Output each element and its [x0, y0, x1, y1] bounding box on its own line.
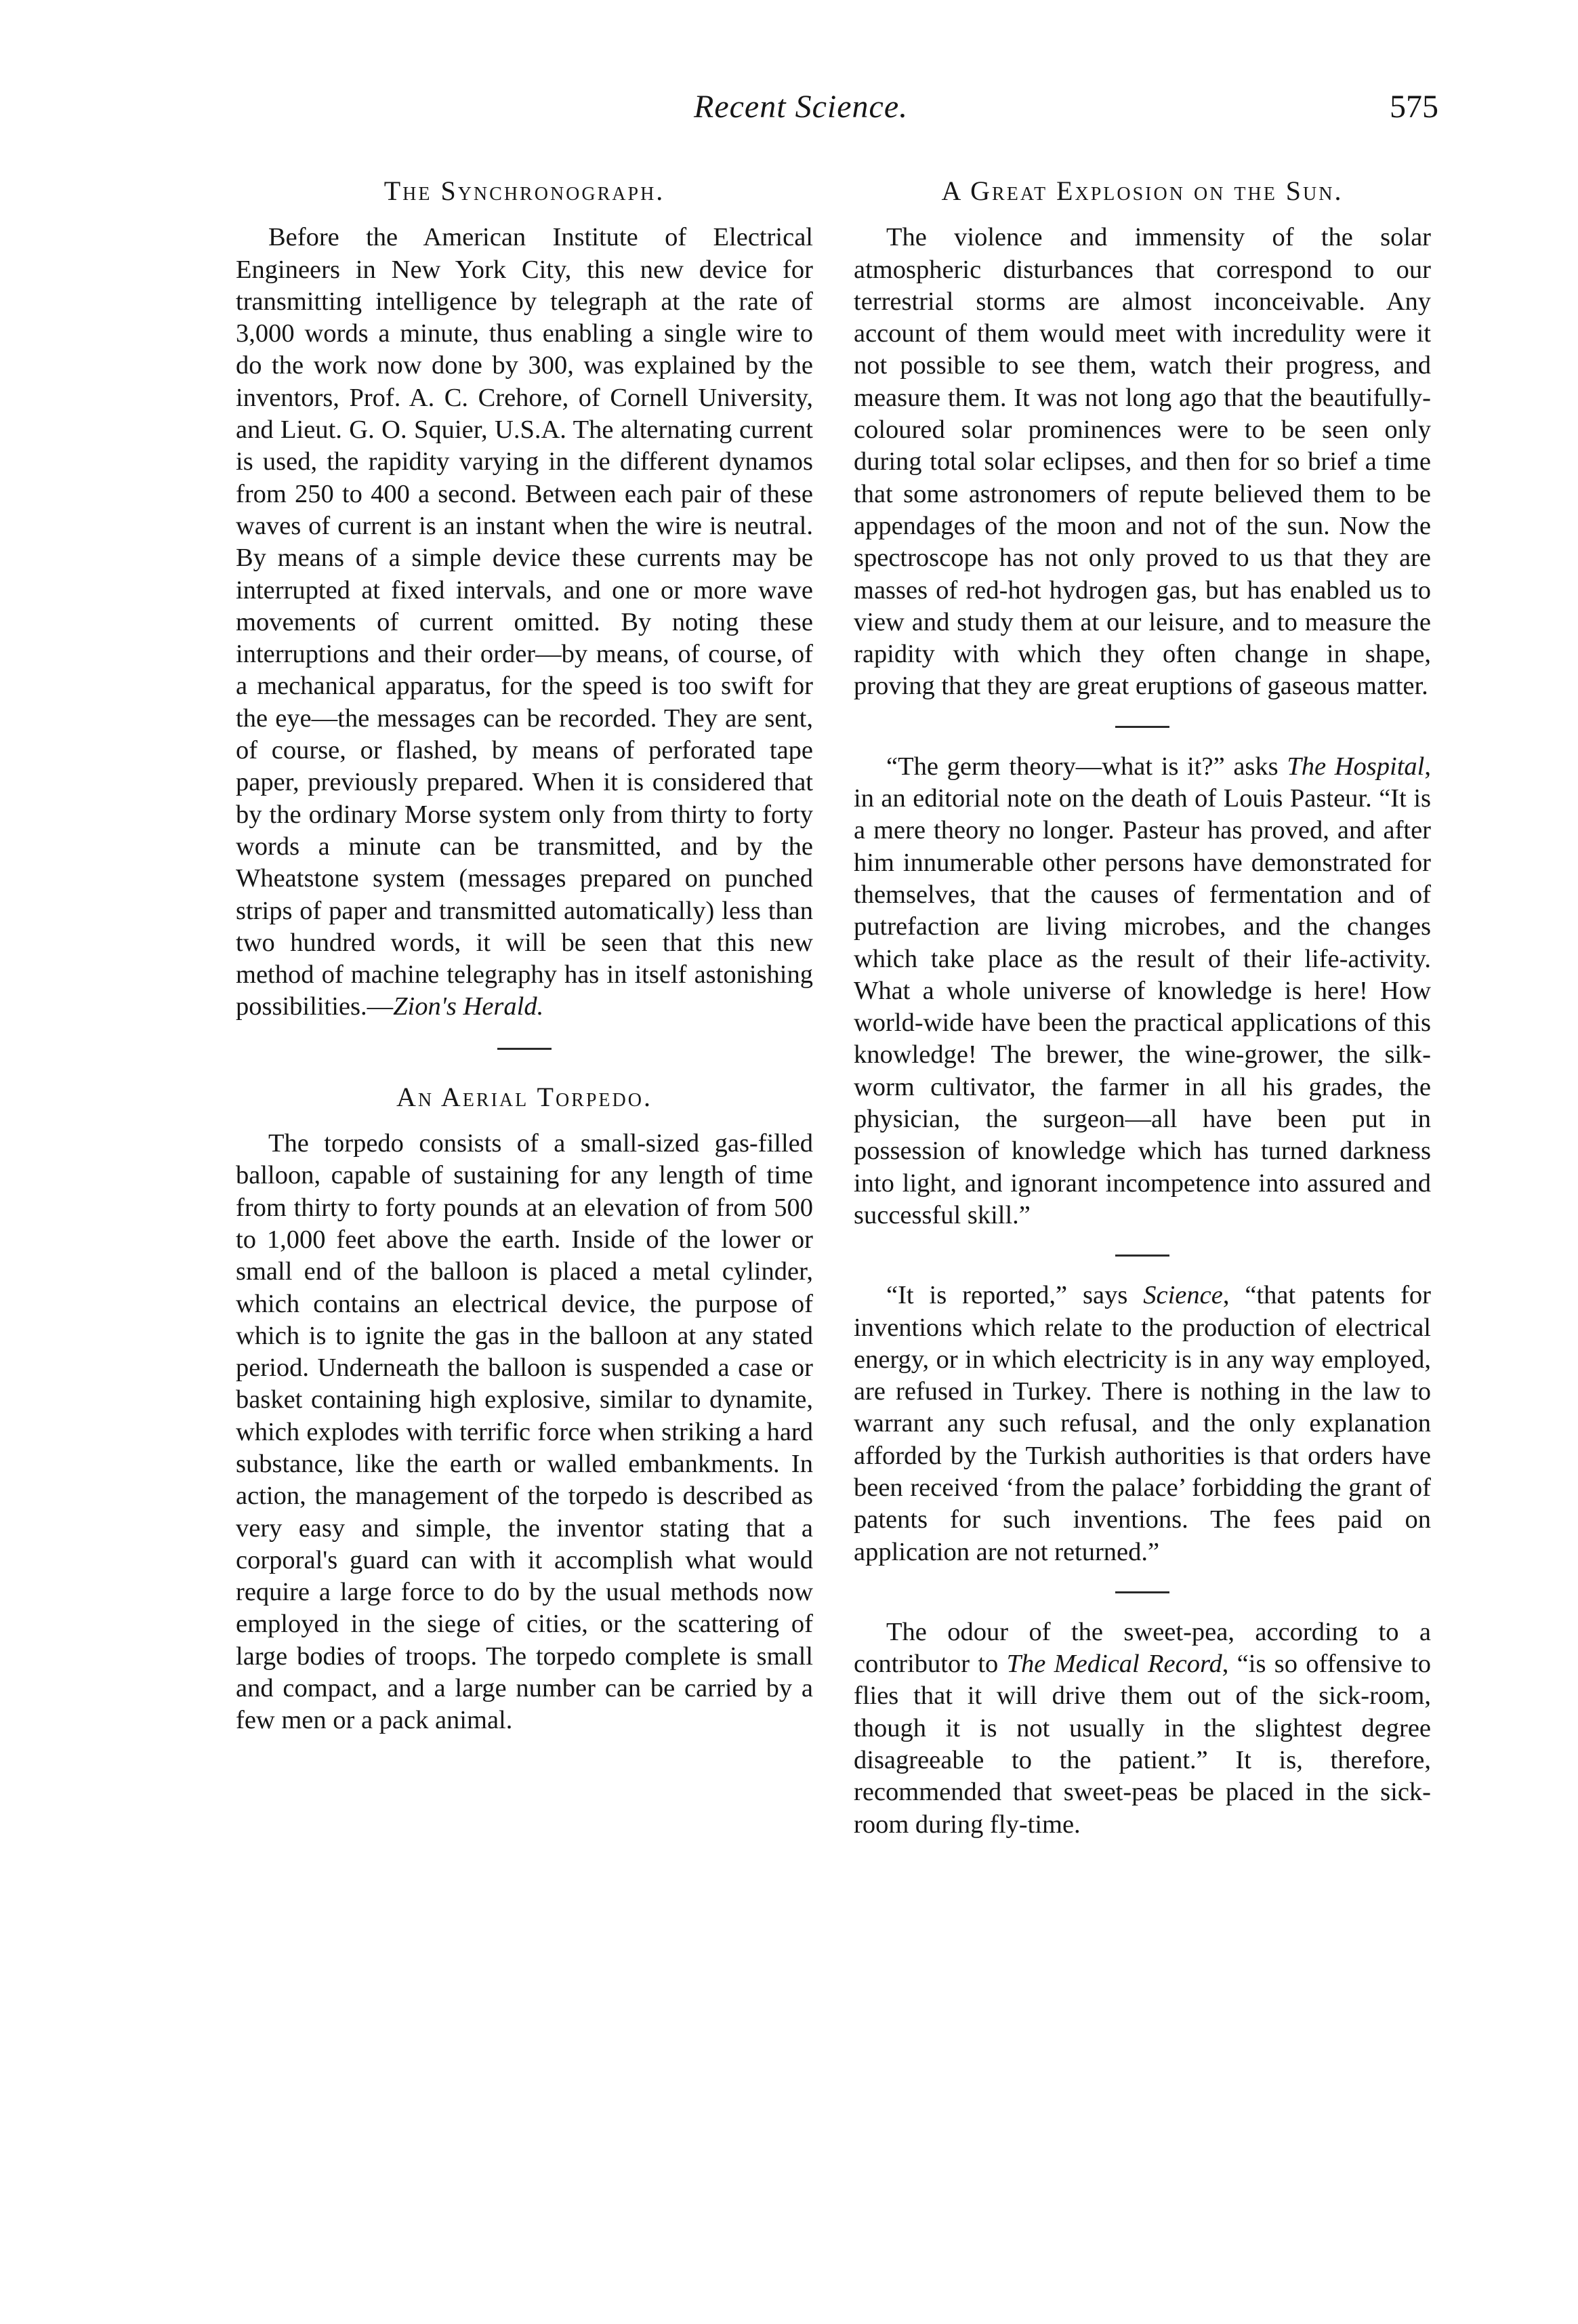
item-source-science: Science	[1143, 1281, 1223, 1310]
item-source-the-hospital: The Hospital	[1287, 752, 1425, 781]
page-number: 575	[1390, 89, 1438, 125]
item-source-medical-record: The Medical Record	[1006, 1650, 1222, 1679]
article-title-aerial-torpedo: An Aerial Torpedo.	[396, 1081, 652, 1112]
article-body-explosion-sun: The violence and immensity of the solar atmospheric disturbances that correspond to our terrestrial storms are almost inconceivable. Any account of them would meet with incredulity were it not possible to see them, watch their progress, and measure them. It was not long ago that the beautifully-coloured solar prominences were to be seen only during total solar eclipses, and then for so brief a time that some astronomers of repute believed them to be appendages of the moon and not of the sun. Now the spectroscope has not only proved to us that they are masses of red-hot hydrogen gas, but has enabled us to view and study them at our leisure, and to measure the rapidity with which they often change in shape, proving that they are great eruptions of gaseous matter.	[854, 223, 1431, 701]
article-title-synchronograph: The Synchronograph.	[383, 176, 665, 206]
article-body-synchronograph: Before the American Institute of Electrical Engineers in New York City, this new device for transmitting intelligence by telegraph at the rate of 3,000 words a minute, thus enabling a single wire to do the work now done by 300, was explained by the inventors, Prof. A. C. Crehore, of Cornell University, and Lieut. G. O. Squier, U.S.A. The alternating current is used, the rapidity varying in the different dynamos from 250 to 400 a second. Between each pair of these waves of current is an instant when the wire is neutral. By means of a simple device these currents may be interrupted at fixed intervals, and one or more wave movements of current omitted. By noting these interruptions and their order—by means, of course, of a mechanical apparatus, for the speed is too swift for the eye—the messages can be recorded. They are sent, of course, or flashed, by means of perforated tape paper, previously prepared. When it is considered that by the ordinary Morse system only from thirty to forty words a minute can be transmitted, and by the Wheatstone system (messages prepared on punched strips of paper and transmitted automatically) less than two hundred words, it will be seen that this new method of machine telegraphy has in itself astonishing possibilities.—Zion's Herald.	[236, 223, 813, 1021]
item-patents-turkey: “It is reported,” says Science, “that patents for inventions which relate to the production of electrical energy, or in which electricity is in any way employed, are refused in Turkey. There is nothing in the law to warrant any such refusal, and the only explanation afforded by the Turkish authorities is that orders have been received ‘from the palace’ forbidding the grant of patents for such inventions. The fees paid on application are not returned.”	[854, 1281, 1431, 1566]
item-germ-theory: “The germ theory—what is it?” asks The Hospital, in an editorial note on the death of Louis Pasteur. “It is a mere theory no longer. Pasteur has proved, and after him innumerable other persons have demonstrated for themselves, that the causes of fermentation and of putrefaction are living microbes, and the changes which take place as the result of their life-activity. What a whole universe of knowledge is here! How world-wide have been the practical applications of this knowledge! The brewer, the wine-grower, the silk-worm cultivator, the farmer in all his grades, the physician, the surgeon—all have been put in possession of knowledge which has turned darkness into light, and ignorant incompetence into assured and successful skill.”	[854, 752, 1431, 1229]
left-column	[236, 175, 813, 1737]
item-sweet-pea: The odour of the sweet-pea, according to a contributor to The Medical Record, “is so offensive to flies that it will drive them out of the sick-room, though it is not usually in the slightest degree disagreeable to the patient.” It is, therefore, recommended that sweet-peas be placed in the sick-room during fly-time.	[854, 1617, 1432, 1839]
article-body-aerial-torpedo: The torpedo consists of a small-sized gas-filled balloon, capable of sustaining for any length of time from thirty to forty pounds at an elevation of from 500 to 1,000 feet above the earth. Inside of the lower or small end of the balloon is placed a metal cylinder, which contains an electrical device, the purpose of which is to ignite the gas in the balloon at any stated period. Underneath the balloon is suspended a case or basket containing high explosive, similar to dynamite, which explodes with terrific force when striking a hard substance, like the earth or walled embankments. In action, the management of the torpedo is described as very easy and simple, the inventor stating that a corporal's guard can with it accomplish what would require a large force to do by the usual methods now employed in the siege of cities, or the scattering of large bodies of troops. The torpedo complete is small and compact, and a large number can be carried by a few men or a pack animal.	[236, 1129, 813, 1735]
right-column	[854, 175, 1431, 1841]
section-divider	[1115, 1591, 1169, 1593]
section-divider	[1115, 726, 1169, 728]
section-divider	[1115, 1255, 1169, 1257]
section-divider	[497, 1048, 552, 1050]
article-title-explosion-sun: A Great Explosion on the Sun.	[941, 176, 1344, 206]
article-source-zions-herald: Zion's Herald.	[393, 992, 544, 1021]
running-title: Recent Science.	[694, 89, 909, 125]
